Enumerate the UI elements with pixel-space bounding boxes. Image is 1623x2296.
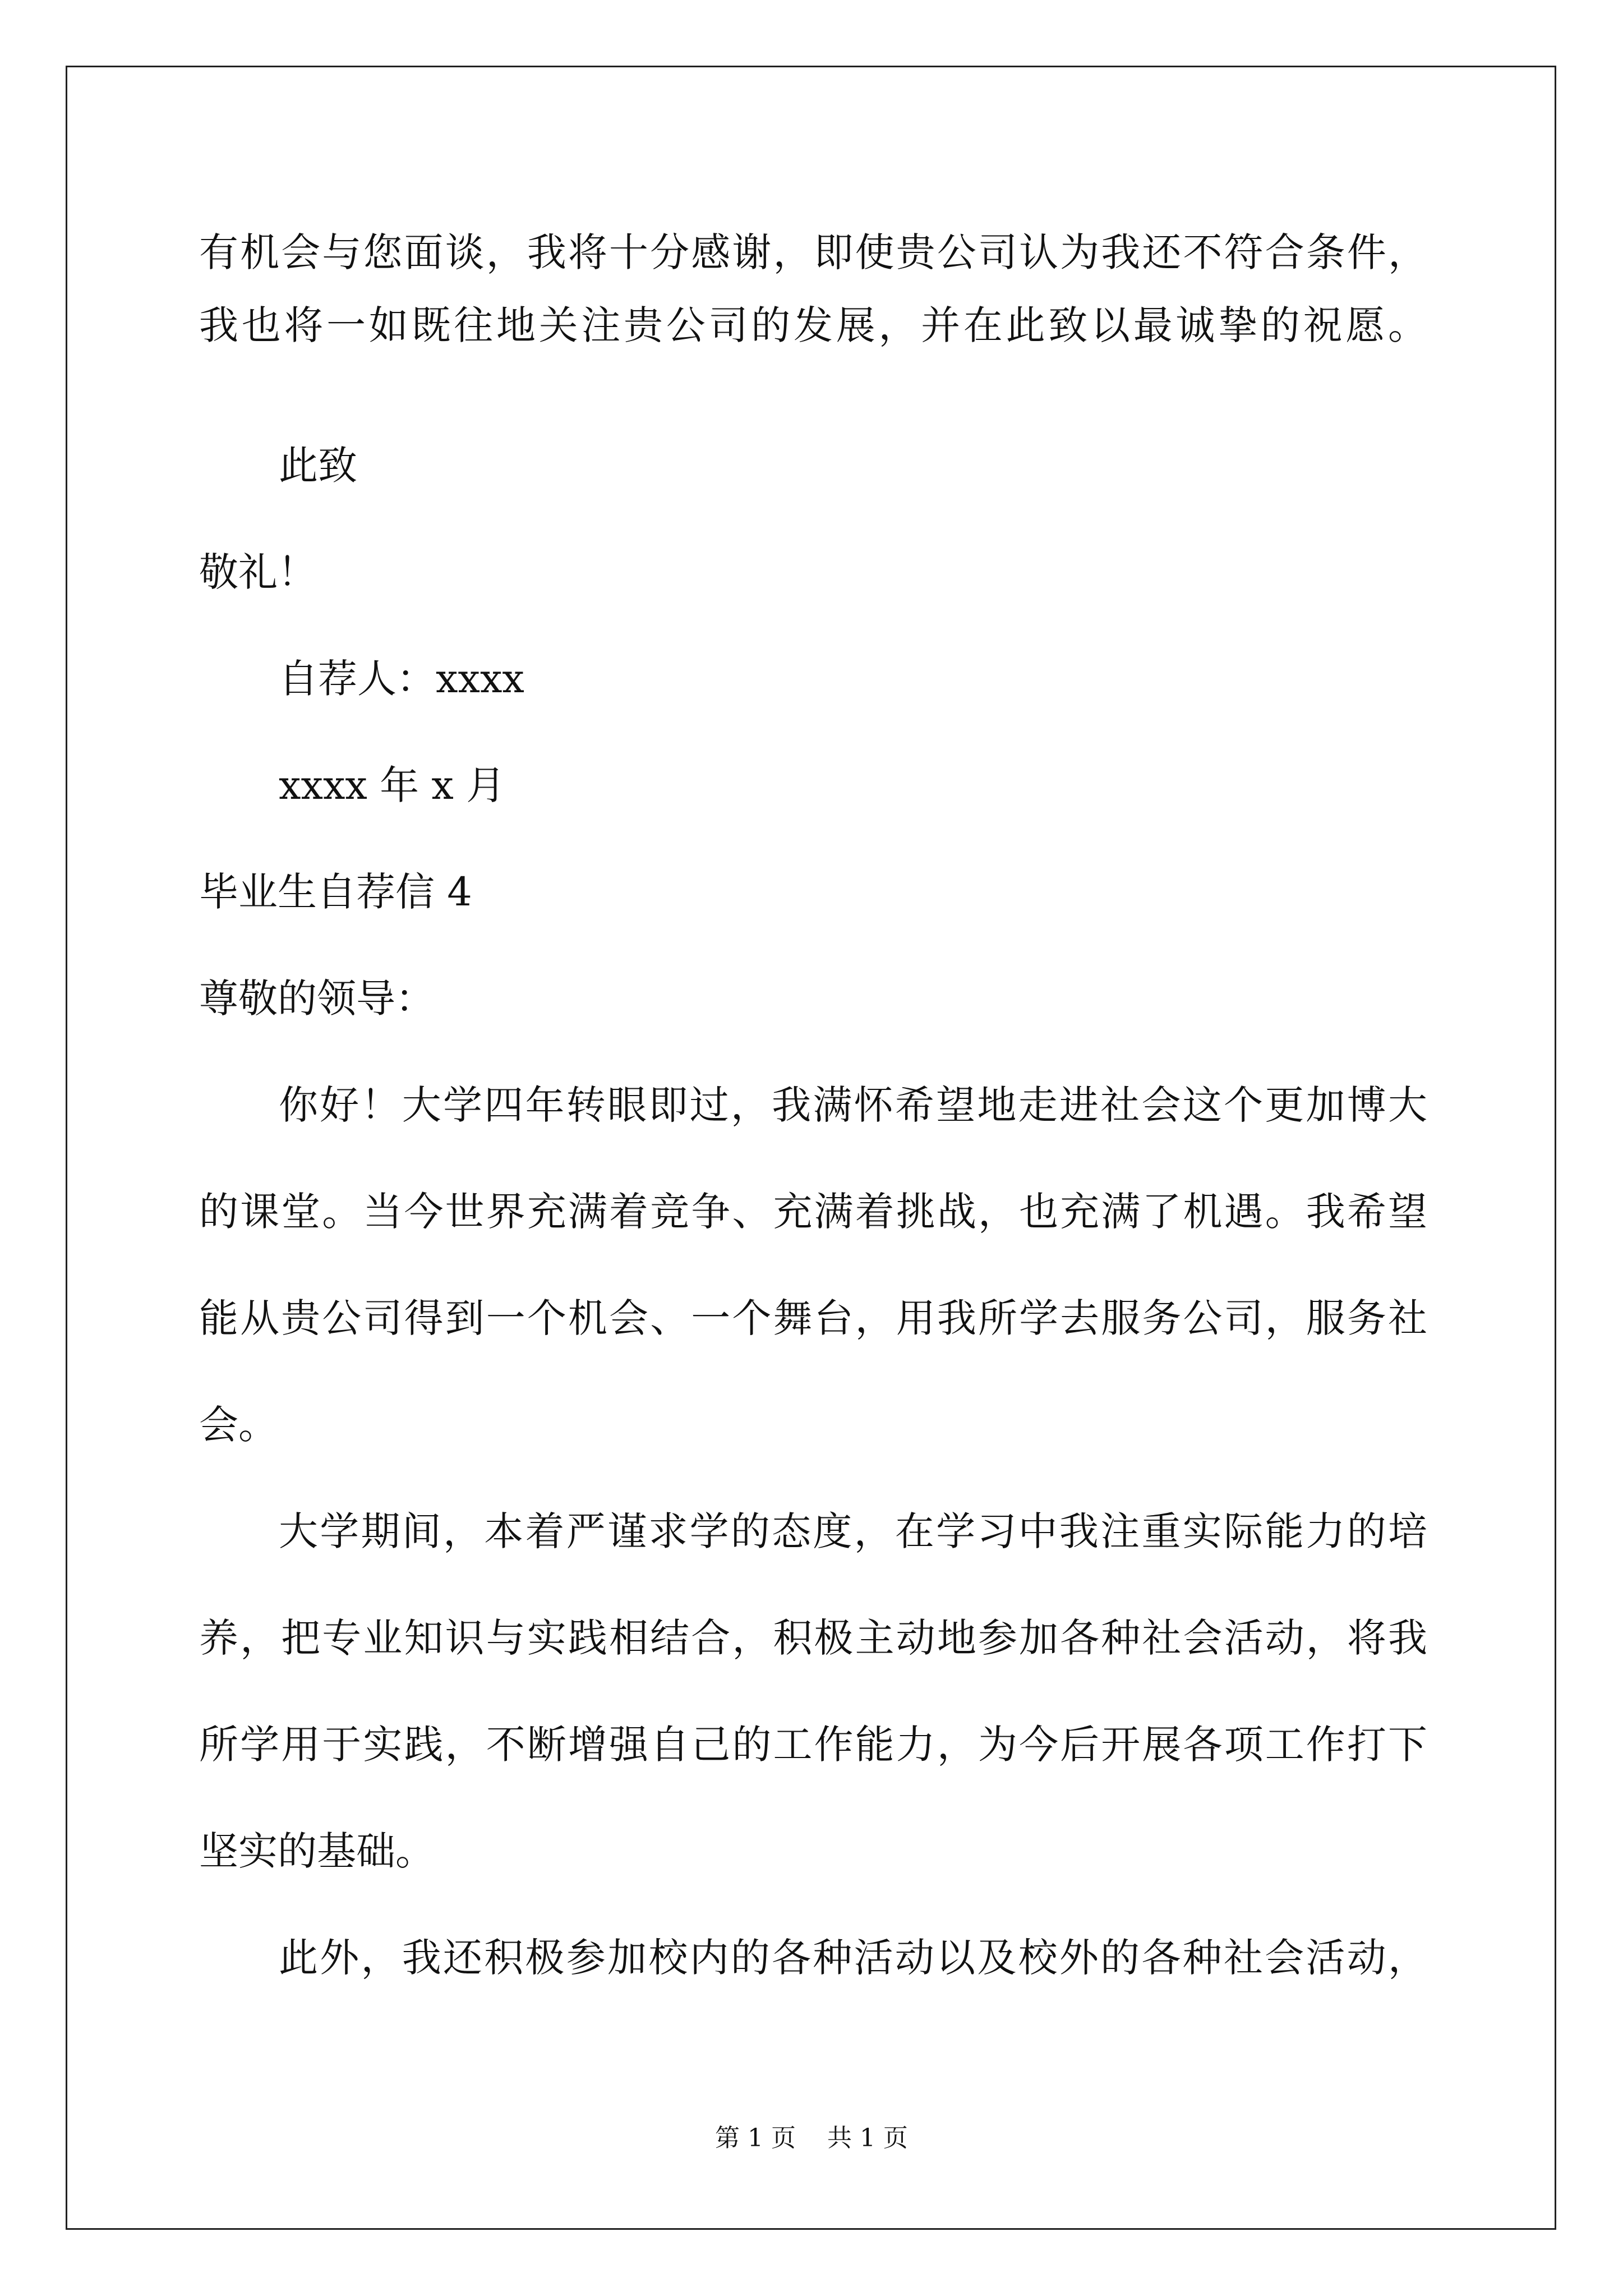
text-line: 所学用于实践，不断增强自己的工作能力，为今后开展各项工作打下 — [199, 1722, 1427, 1768]
closing-regards: 敬礼！ — [199, 549, 317, 595]
text-line: 有机会与您面谈，我将十分感谢，即使贵公司认为我还不符合条件， — [199, 229, 1427, 275]
text-line: 能从贵公司得到一个机会、一个舞台，用我所学去服务公司，服务社 — [199, 1295, 1427, 1341]
page-footer: 第 1 页 共 1 页 — [715, 2124, 908, 2152]
greeting-line: 尊敬的领导： — [199, 976, 435, 1022]
date-line: xxxx 年 x 月 — [279, 762, 506, 808]
text-line: 会。 — [199, 1402, 278, 1448]
signature-line: 自荐人：xxxx — [279, 656, 524, 702]
text-line: 的课堂。当今世界充满着竞争、充满着挑战，也充满了机遇。我希望 — [199, 1189, 1427, 1235]
text-line: 大学期间，本着严谨求学的态度，在学习中我注重实际能力的培 — [279, 1508, 1427, 1554]
text-line: 你好！大学四年转眼即过，我满怀希望地走进社会这个更加博大 — [279, 1082, 1427, 1128]
text-line: 养，把专业知识与实践相结合，积极主动地参加各种社会活动，将我 — [199, 1615, 1427, 1661]
text-line: 此外，我还积极参加校内的各种活动以及校外的各种社会活动， — [279, 1935, 1427, 1981]
page-border — [66, 66, 1556, 2230]
text-line: 我也将一如既往地关注贵公司的发展，并在此致以最诚挚的祝愿。 — [199, 302, 1427, 348]
section-heading: 毕业生自荐信 4 — [199, 869, 472, 915]
text-line: 坚实的基础。 — [199, 1828, 435, 1874]
closing-salutation: 此致 — [279, 443, 357, 489]
